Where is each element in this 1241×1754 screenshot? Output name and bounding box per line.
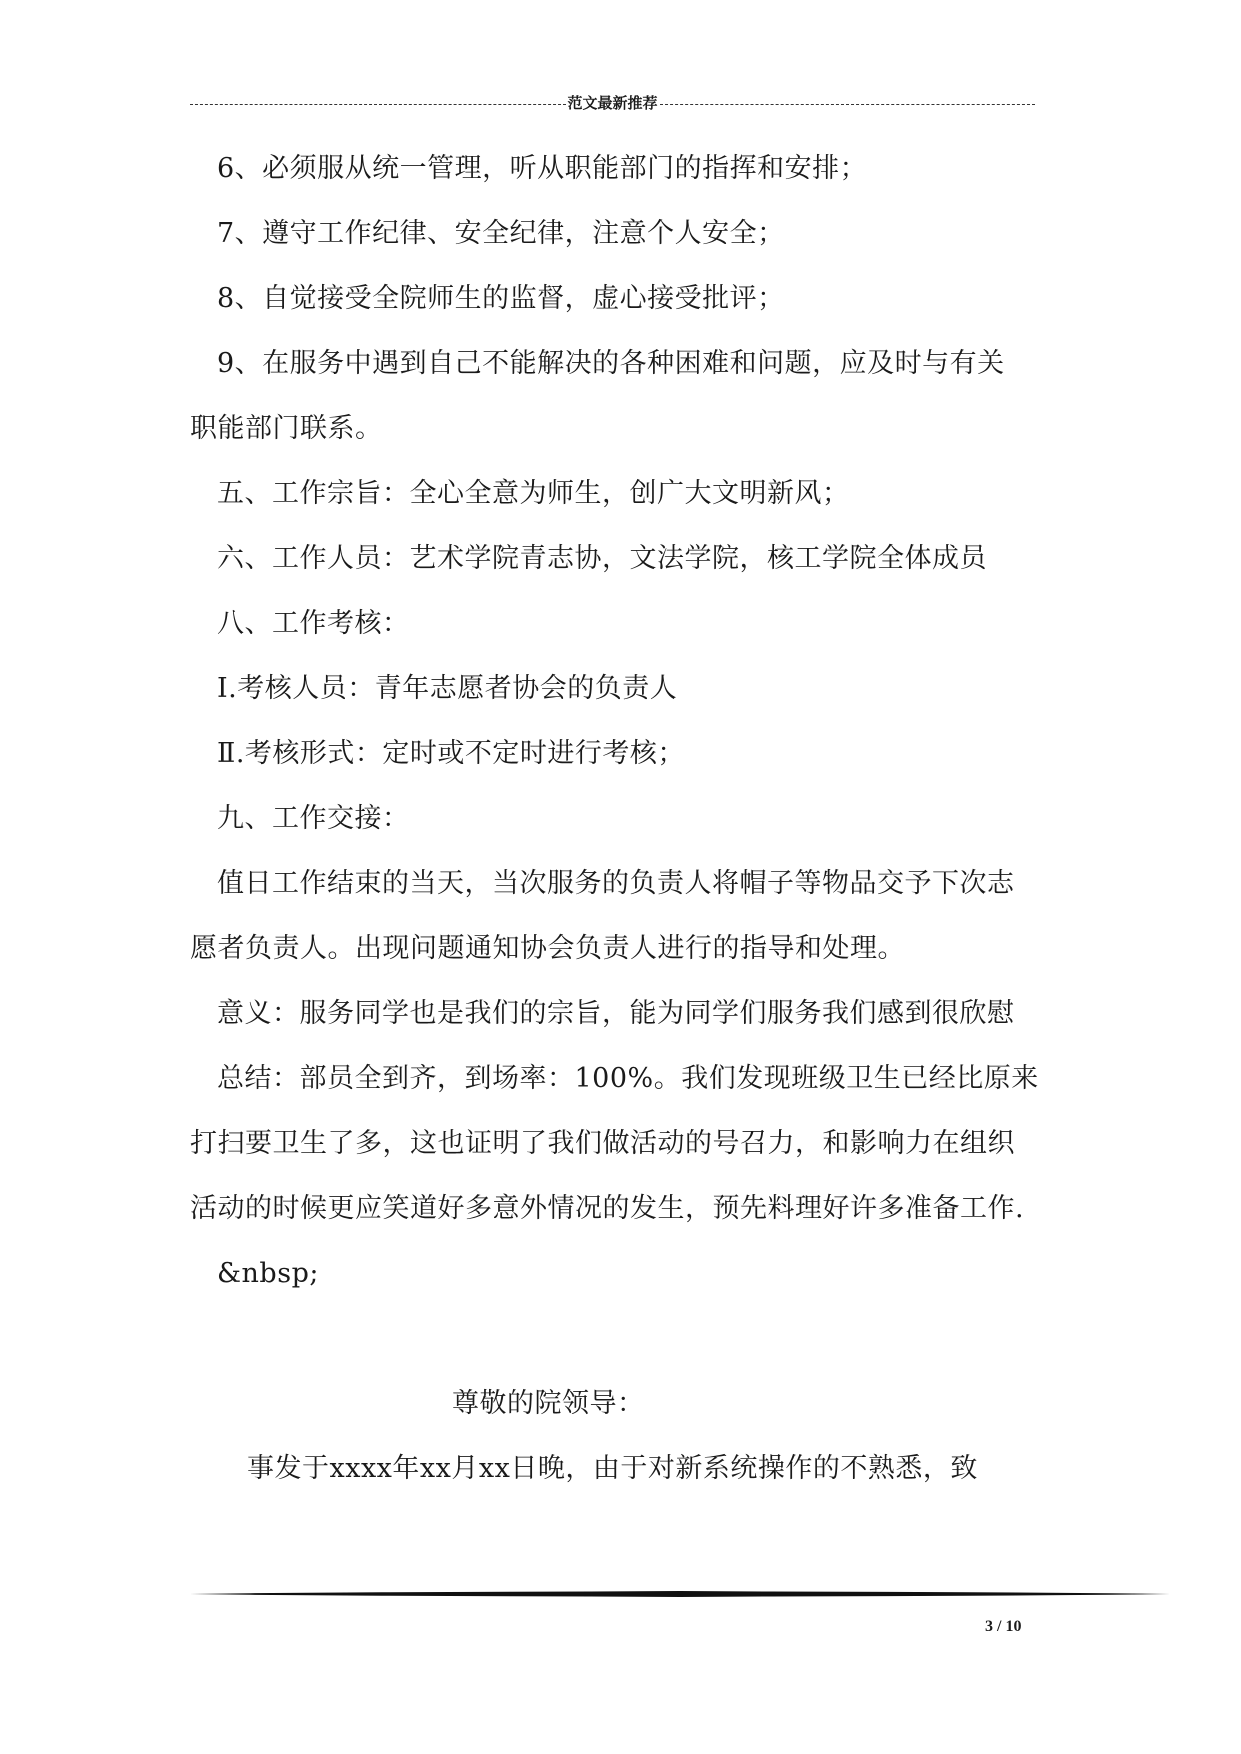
- text-line: 八、工作考核：: [217, 608, 410, 639]
- text-line: &nbsp;: [217, 1258, 319, 1289]
- text-line: 9、在服务中遇到自己不能解决的各种困难和问题，应及时与有关: [217, 348, 1005, 379]
- text-line: 五、工作宗旨：全心全意为师生，创广大文明新风；: [217, 478, 850, 509]
- text-line: Ⅰ.考核人员：青年志愿者协会的负责人: [217, 673, 678, 704]
- text-line: 九、工作交接：: [217, 803, 410, 834]
- text-line: 愿者负责人。出现问题通知协会负责人进行的指导和处理。: [190, 933, 905, 964]
- text-line: 打扫要卫生了多，这也证明了我们做活动的号召力，和影响力在组织: [190, 1128, 1015, 1159]
- text-line: 活动的时候更应笑道好多意外情况的发生，预先料理好许多准备工作.: [190, 1193, 1025, 1224]
- text-line: 事发于xxxx年xx月xx日晚，由于对新系统操作的不熟悉，致: [247, 1453, 978, 1484]
- page-header: [190, 90, 1035, 114]
- text-line: 职能部门联系。: [190, 413, 383, 444]
- text-line: 7、遵守工作纪律、安全纪律，注意个人安全；: [217, 218, 785, 249]
- footer-rule: [190, 1590, 1170, 1598]
- header-title: 范文最新推荐: [567, 95, 658, 112]
- text-line: 值日工作结束的当天，当次服务的负责人将帽子等物品交予下次志: [217, 868, 1015, 899]
- text-line: 意义：服务同学也是我们的宗旨，能为同学们服务我们感到很欣慰: [217, 998, 1015, 1029]
- text-line: 6、必须服从统一管理，听从职能部门的指挥和安排；: [217, 153, 868, 184]
- header-dash-left: [190, 104, 566, 105]
- text-line: 总结：部员全到齐，到场率：100%。我们发现班级卫生已经比原来: [217, 1063, 1039, 1094]
- salutation: 尊敬的院领导：: [452, 1388, 645, 1419]
- page-number: 3 / 10: [985, 1618, 1022, 1635]
- header-dash-right: [660, 104, 1036, 105]
- text-line: 8、自觉接受全院师生的监督，虚心接受批评；: [217, 283, 785, 314]
- text-line: Ⅱ.考核形式：定时或不定时进行考核；: [217, 738, 685, 769]
- text-line: 六、工作人员：艺术学院青志协，文法学院，核工学院全体成员: [217, 543, 987, 574]
